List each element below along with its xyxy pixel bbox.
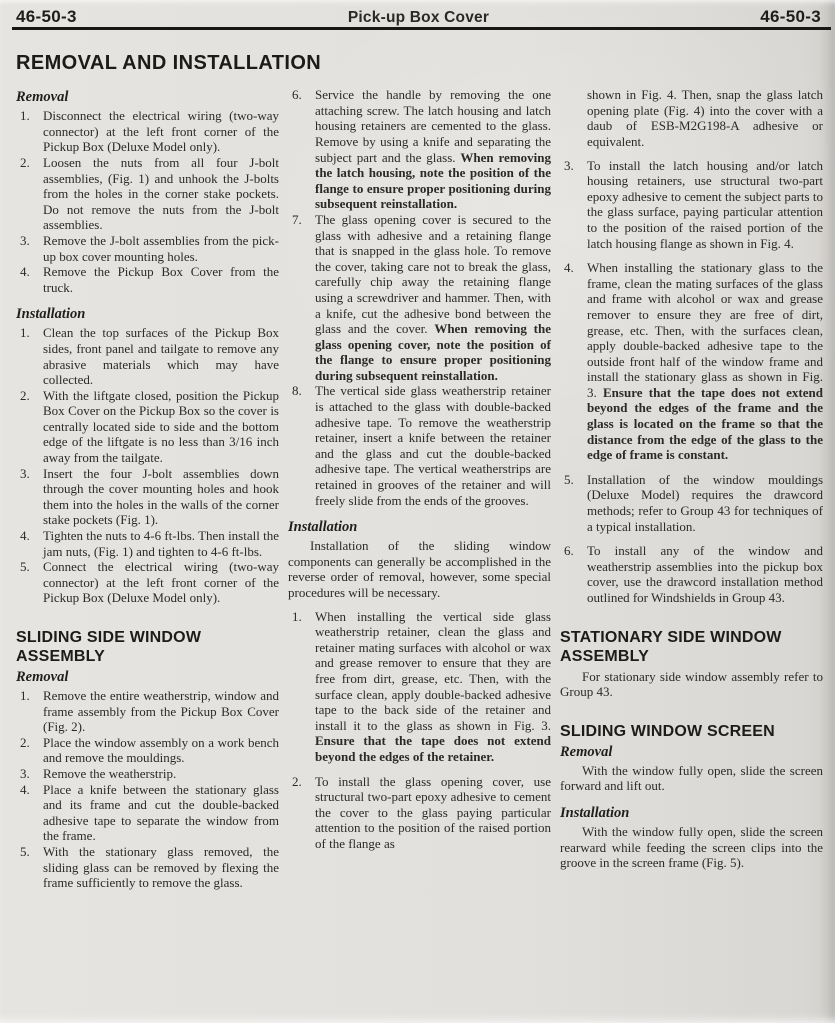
list-item bbox=[16, 466, 279, 528]
paragraph bbox=[288, 538, 551, 600]
list-marker: 1. bbox=[292, 608, 302, 624]
text-run: When installing the stationary glass to the frame, clean the mating surfaces of the glass and frame with alcohol or wax and grease remover to ensure they are free of dirt, grease, etc. Then, with the surfaces clean, apply double-backed adhesive tape to the outside front half of the window frame and install the stationary glass as shown in Fig. 3. bbox=[587, 260, 823, 400]
list-marker: 2. bbox=[292, 773, 302, 789]
numbered-list bbox=[16, 325, 279, 606]
section-heading: STATIONARY SIDE WINDOW ASSEMBLY bbox=[560, 628, 782, 665]
paragraph bbox=[560, 763, 823, 794]
list-marker: 3. bbox=[564, 157, 574, 173]
numbered-list bbox=[288, 609, 551, 852]
column-1 bbox=[16, 87, 279, 891]
list-item bbox=[16, 155, 279, 233]
text-run: Remove the entire weatherstrip, window and frame assembly from the Pickup Box Cover (Fig. 2). bbox=[43, 688, 279, 735]
subsection-heading: Installation bbox=[288, 519, 358, 536]
text-run: The vertical side glass weatherstrip retainer is attached to the glass with double-backed adhesive tape. To remove the weatherstrip retainer, insert a knife between the retainer and the glass and cut the double-backed adhesive tape. The vertical weatherstrips are retained in grooves of the retainer and will freely slide from the ends of the grooves. bbox=[315, 383, 551, 508]
list-marker: 5. bbox=[20, 843, 30, 859]
list-marker: 8. bbox=[292, 383, 302, 399]
text-run: Loosen the nuts from all four J-bolt assemblies, (Fig. 1) and unhook the J-bolts from the holes in the corner stake pockets. Do not remove the nuts from the J-bolt assemblies. bbox=[43, 154, 279, 233]
list-marker: 2. bbox=[20, 154, 30, 170]
text-run: Disconnect the electrical wiring (two-way connector) at the left front corner of the Pickup Box (Deluxe Model only). bbox=[43, 108, 279, 155]
column-3 bbox=[560, 87, 823, 891]
header-rule bbox=[12, 27, 831, 30]
text-run: To install any of the window and weatherstrip assemblies into the pickup box cover, use the drawcord installation method outlined for Windshields in Group 43. bbox=[587, 543, 823, 605]
list-item bbox=[16, 782, 279, 844]
text-run: For stationary side window assembly refer to Group 43. bbox=[560, 668, 823, 700]
list-marker: 6. bbox=[292, 87, 302, 103]
list-marker: 5. bbox=[20, 559, 30, 575]
list-item bbox=[16, 735, 279, 766]
text-run: With the liftgate closed, position the Pickup Box Cover on the Pickup Box so the cover is centrally located side to side and the bottom edge of the liftgate is no less than 3/16 inch away from the tailgate. bbox=[43, 387, 279, 466]
list-item bbox=[16, 766, 279, 782]
list-marker: 7. bbox=[292, 211, 302, 227]
list-item bbox=[560, 472, 823, 534]
list-item bbox=[16, 108, 279, 155]
text-run: To install the latch housing and/or latch housing retainers, use structural two-part epoxy adhesive to cement the subject parts to the glass surface, paying particular attention to the position of the raised portion of the latch housing flange as shown in Fig. 4. bbox=[587, 157, 823, 251]
text-run: Remove the Pickup Box Cover from the truck. bbox=[43, 264, 279, 295]
paragraph bbox=[560, 824, 823, 871]
bold-text-run: When removing the latch housing, note the position of the flange to ensure proper positioning during subsequent reinstallation. bbox=[315, 149, 551, 212]
list-item bbox=[16, 264, 279, 295]
list-item bbox=[288, 212, 551, 384]
list-marker: 4. bbox=[20, 781, 30, 797]
subsection-heading: Removal bbox=[560, 743, 613, 760]
list-item bbox=[288, 87, 551, 212]
list-item bbox=[16, 528, 279, 559]
text-run: The glass opening cover is secured to the glass with adhesive and a retaining flange that is snapped in the glass hole. To remove the cover, taking care not to break the glass, carefully chip away the retaining flange using a screwdriver and hammer. Then, with a knife, cut the adhesive bond between the glass and the cover. bbox=[315, 211, 551, 337]
list-marker: 5. bbox=[564, 471, 574, 487]
list-marker: 3. bbox=[20, 232, 30, 248]
list-marker: 2. bbox=[20, 387, 30, 403]
continued-paragraph bbox=[560, 87, 823, 149]
text-run: shown in Fig. 4. Then, snap the glass latch opening plate (Fig. 4) into the cover with a daub of ESB-M2G198-A adhesive or equivalent. bbox=[587, 87, 823, 149]
main-heading: REMOVAL AND INSTALLATION bbox=[16, 51, 322, 74]
list-item bbox=[16, 325, 279, 387]
page-number-left: 46-50-3 bbox=[16, 7, 77, 26]
subsection-heading: Removal bbox=[16, 669, 69, 685]
text-run: With the window fully open, slide the screen rearward while feeding the screen clips into the groove in the screen frame (Fig. 5). bbox=[560, 823, 823, 871]
subsection-heading: Removal bbox=[16, 89, 69, 106]
list-marker: 4. bbox=[564, 260, 574, 276]
text-columns bbox=[0, 87, 835, 891]
list-marker: 1. bbox=[20, 325, 30, 341]
numbered-list bbox=[288, 87, 551, 508]
list-marker: 6. bbox=[564, 543, 574, 559]
list-item bbox=[560, 543, 823, 605]
text-run: Tighten the nuts to 4-6 ft-lbs. Then install the jam nuts, (Fig. 1) and tighten to 4-6 ft-lbs. bbox=[43, 528, 279, 559]
list-marker: 1. bbox=[20, 688, 30, 703]
text-run: With the window fully open, slide the screen forward and lift out. bbox=[560, 762, 823, 794]
page-number-right: 46-50-3 bbox=[760, 7, 821, 26]
text-run: Remove the J-bolt assemblies from the pick-up box cover mounting holes. bbox=[43, 232, 279, 264]
list-item bbox=[288, 383, 551, 508]
numbered-list bbox=[16, 688, 279, 891]
text-run: With the stationary glass removed, the sliding glass can be removed by flexing the frame sufficiently to remove the glass. bbox=[43, 843, 279, 891]
bold-text-run: When removing the glass opening cover, note the position of the flange to ensure proper positioning during subsequent reinstallation. bbox=[315, 321, 551, 383]
text-run: Installation of the window mouldings (Deluxe Model) requires the drawcord methods; refer to Group 43 for techniques of a typical installation. bbox=[587, 471, 823, 534]
text-run: Place the window assembly on a work bench and remove the mouldings. bbox=[43, 734, 279, 766]
subsection-heading: Installation bbox=[560, 804, 630, 821]
section-heading: SLIDING WINDOW SCREEN bbox=[560, 722, 775, 740]
numbered-list bbox=[560, 158, 823, 606]
list-item bbox=[16, 559, 279, 606]
paragraph bbox=[560, 669, 823, 700]
text-run: Service the handle by removing the one attaching screw. The latch housing and latch housing retainers are cemented to the glass. Remove by using a knife and separating the subject part and the glass. bbox=[315, 87, 551, 165]
page-header bbox=[0, 0, 835, 26]
list-marker: 1. bbox=[20, 108, 30, 124]
text-run: When installing the vertical side glass weatherstrip retainer, clean the glass and retainer mating surfaces with alcohol or wax and grease remover to ensure that they are free from dirt, grease, etc. Then, with the surface clean, apply double-backed adhesive tape to the back side of the retainer and install it to the glass as shown in Fig. 3. bbox=[315, 608, 551, 733]
list-item bbox=[288, 774, 551, 852]
list-item bbox=[16, 688, 279, 735]
list-marker: 3. bbox=[20, 765, 30, 781]
list-marker: 4. bbox=[20, 528, 30, 544]
list-marker: 3. bbox=[20, 465, 30, 481]
text-run: To install the glass opening cover, use structural two-part epoxy adhesive to cement the cover to the glass paying particular attention to the position of the raised portion of the flange as bbox=[315, 773, 551, 851]
page-title: Pick-up Box Cover bbox=[347, 9, 490, 26]
bold-text-run: Ensure that the tape does not extend beyond the edges of the frame and the glass is located on the frame so that the distance from the edge of the glass to the edge of frame is constant. bbox=[587, 384, 823, 463]
list-item bbox=[560, 260, 823, 463]
list-item bbox=[16, 844, 279, 891]
text-run: Place a knife between the stationary glass and its frame and cut the double-backed adhesive tape to separate the window from the frame. bbox=[43, 781, 279, 844]
text-run: Installation of the sliding window components can generally be accomplished in the reverse order of removal, however, some special procedures will be necessary. bbox=[288, 538, 551, 600]
subsection-heading: Installation bbox=[16, 306, 86, 323]
column-2 bbox=[288, 87, 551, 891]
list-marker: 2. bbox=[20, 734, 30, 750]
list-item bbox=[16, 388, 279, 466]
list-item bbox=[16, 233, 279, 264]
section-heading: SLIDING SIDE WINDOW ASSEMBLY bbox=[16, 629, 202, 665]
list-marker: 4. bbox=[20, 264, 30, 280]
text-run: Connect the electrical wiring (two-way connector) at the left front corner of the Pickup Box (Deluxe Model only). bbox=[43, 559, 279, 606]
list-item bbox=[288, 609, 551, 765]
list-item bbox=[560, 158, 823, 252]
numbered-list bbox=[16, 108, 279, 295]
text-run: Clean the top surfaces of the Pickup Box sides, front panel and tailgate to remove any abrasive materials which may have collected. bbox=[43, 325, 279, 388]
bold-text-run: Ensure that the tape does not extend beyond the edges of the retainer. bbox=[315, 733, 551, 764]
text-run: Insert the four J-bolt assemblies down through the cover mounting holes and hook them into the holes in the walls of the corner stake pockets (Fig. 1). bbox=[43, 465, 279, 528]
text-run: Remove the weatherstrip. bbox=[43, 765, 177, 781]
